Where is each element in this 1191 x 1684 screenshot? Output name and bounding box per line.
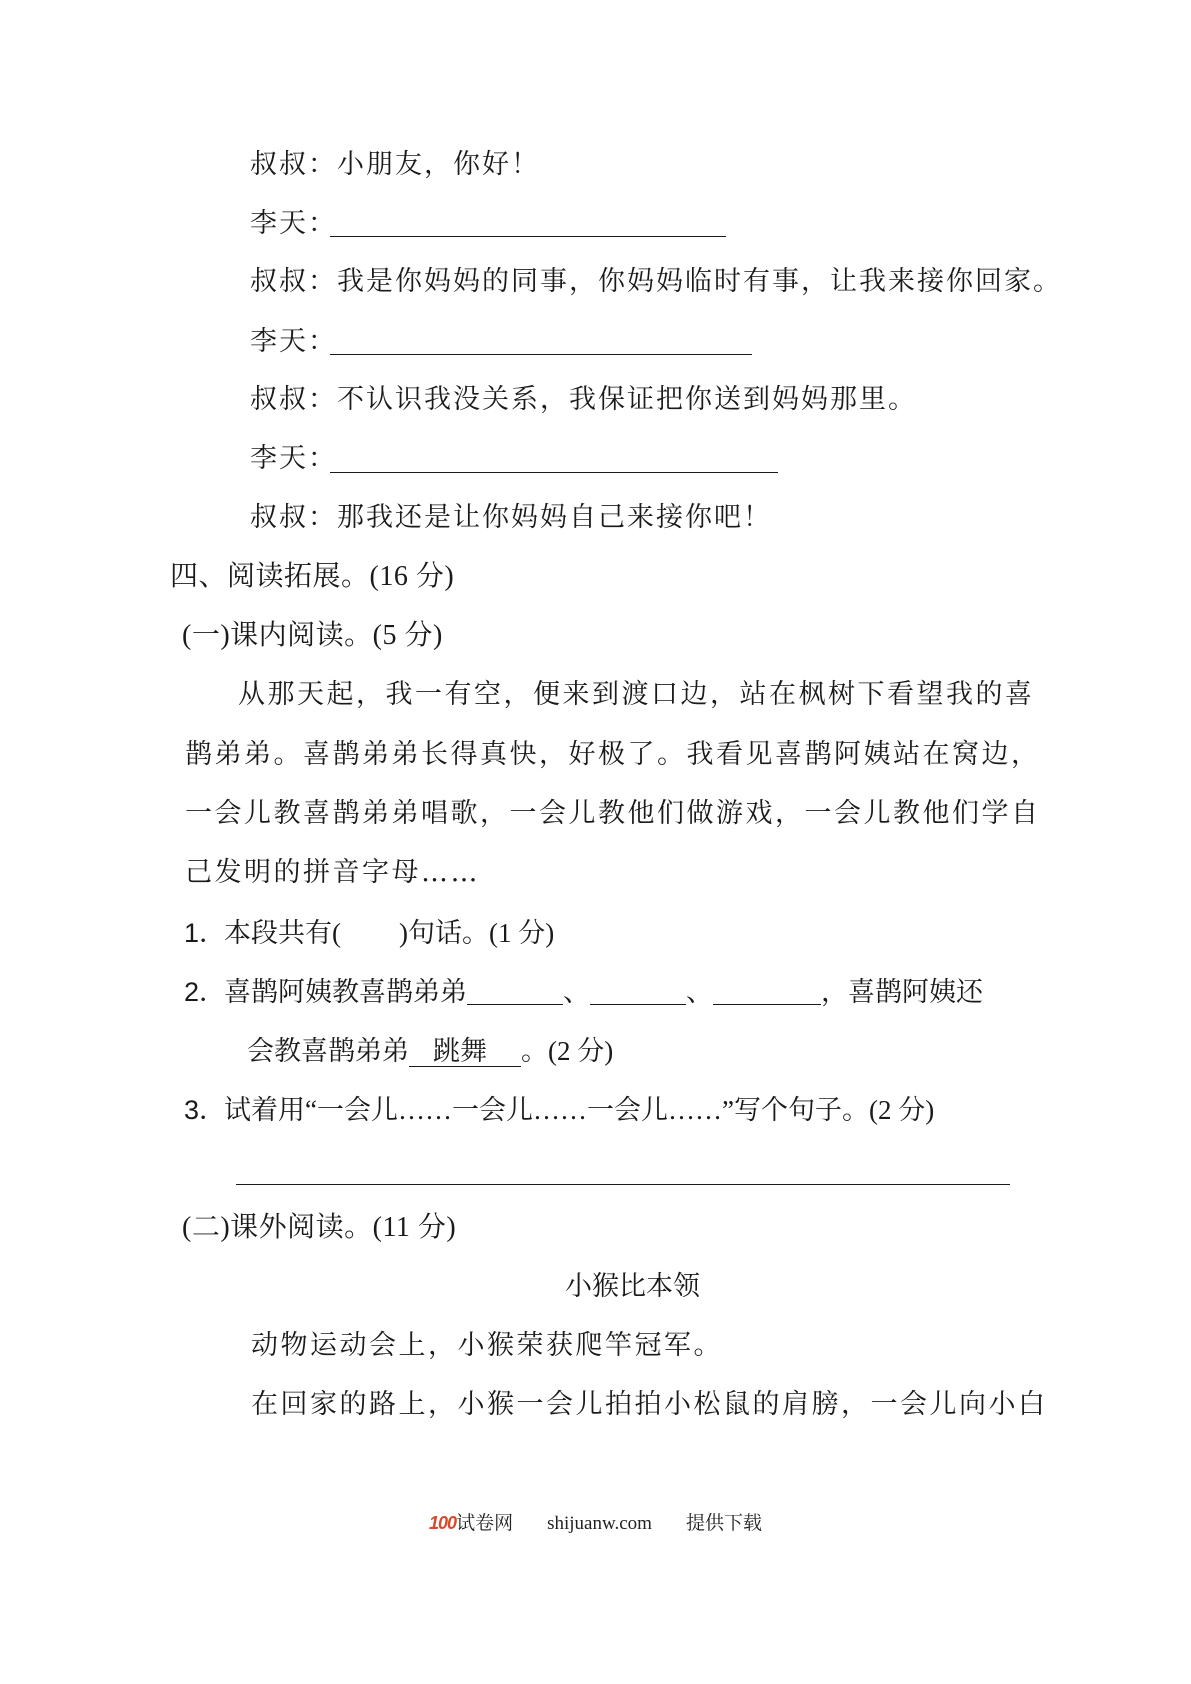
dialog-line-1: 叔叔：小朋友，你好！	[250, 149, 540, 180]
question-2-blank-1[interactable]	[467, 978, 563, 1005]
footer-site-name: 试卷网	[456, 1513, 514, 1534]
question-2-text-after: ，喜鹊阿姨还	[821, 977, 983, 1007]
question-3-number: 3．	[184, 1095, 227, 1125]
question-2-line2-after: 。(2 分)	[521, 1036, 614, 1066]
page-footer	[0, 1508, 1191, 1535]
footer-note: 提供下载	[685, 1513, 762, 1534]
question-2-blank-3[interactable]	[713, 978, 821, 1005]
question-2-text-before: 喜鹊阿姨教喜鹊弟弟	[224, 977, 467, 1007]
question-1	[184, 916, 554, 950]
dialog-line-2: 叔叔：我是你妈妈的同事，你妈妈临时有事，让我来接你回家。	[250, 266, 1062, 297]
passage-line-2: 鹊弟弟。喜鹊弟弟长得真快，好极了。我看见喜鹊阿姨站在窝边，	[185, 739, 1041, 770]
passage-line-1: 从那天起，我一有空，便来到渡口边，站在枫树下看望我的喜	[238, 679, 1035, 710]
answer-label-1: 李天：	[250, 208, 337, 239]
question-2-example-answer	[409, 1036, 521, 1067]
answer-label-2: 李天：	[250, 326, 337, 357]
question-2-example-answer-text: 跳舞	[433, 1036, 487, 1066]
question-2-separator-2: 、	[686, 977, 713, 1007]
question-3	[184, 1093, 934, 1127]
dialog-line-3: 叔叔：不认识我没关系，我保证把你送到妈妈那里。	[250, 384, 917, 415]
question-2-number: 2．	[184, 977, 227, 1007]
question-2-line2-before: 会教喜鹊弟弟	[247, 1036, 409, 1066]
section-heading: 四、阅读拓展。(16 分)	[170, 561, 455, 592]
part2-heading: (二)课外阅读。(11 分)	[182, 1212, 457, 1243]
question-1-text-before: 本段共有(	[224, 918, 341, 948]
question-2-line-2	[247, 1034, 613, 1068]
question-1-number: 1．	[184, 918, 227, 948]
question-2-separator-1: 、	[563, 977, 590, 1007]
passage-line-4: 己发明的拼音字母……	[185, 857, 480, 888]
dialog-line-4: 叔叔：那我还是让你妈妈自己来接你吧！	[250, 502, 772, 533]
story-title: 小猴比本领	[565, 1271, 700, 1302]
answer-blank-2[interactable]	[330, 354, 752, 355]
story-paragraph-2: 在回家的路上，小猴一会儿拍拍小松鼠的肩膀，一会儿向小白	[251, 1389, 1048, 1420]
site-logo: 100	[429, 1513, 457, 1533]
question-2-blank-2[interactable]	[590, 978, 686, 1005]
passage-line-3: 一会儿教喜鹊弟弟唱歌，一会儿教他们做游戏，一会儿教他们学自	[185, 798, 1041, 829]
question-2	[184, 975, 983, 1009]
question-3-answer-line[interactable]	[236, 1184, 1010, 1185]
part1-heading: (一)课内阅读。(5 分)	[182, 620, 443, 651]
answer-blank-1[interactable]	[330, 236, 726, 237]
question-1-text-after: )句话。(1 分)	[399, 918, 555, 948]
question-3-text: 试着用“一会儿……一会儿……一会儿……”写个句子。(2 分)	[224, 1095, 935, 1125]
answer-label-3: 李天：	[250, 443, 337, 474]
answer-blank-3[interactable]	[330, 472, 778, 473]
footer-domain: shijuanw.com	[547, 1513, 652, 1534]
story-paragraph-1: 动物运动会上，小猴荣获爬竿冠军。	[251, 1330, 723, 1361]
